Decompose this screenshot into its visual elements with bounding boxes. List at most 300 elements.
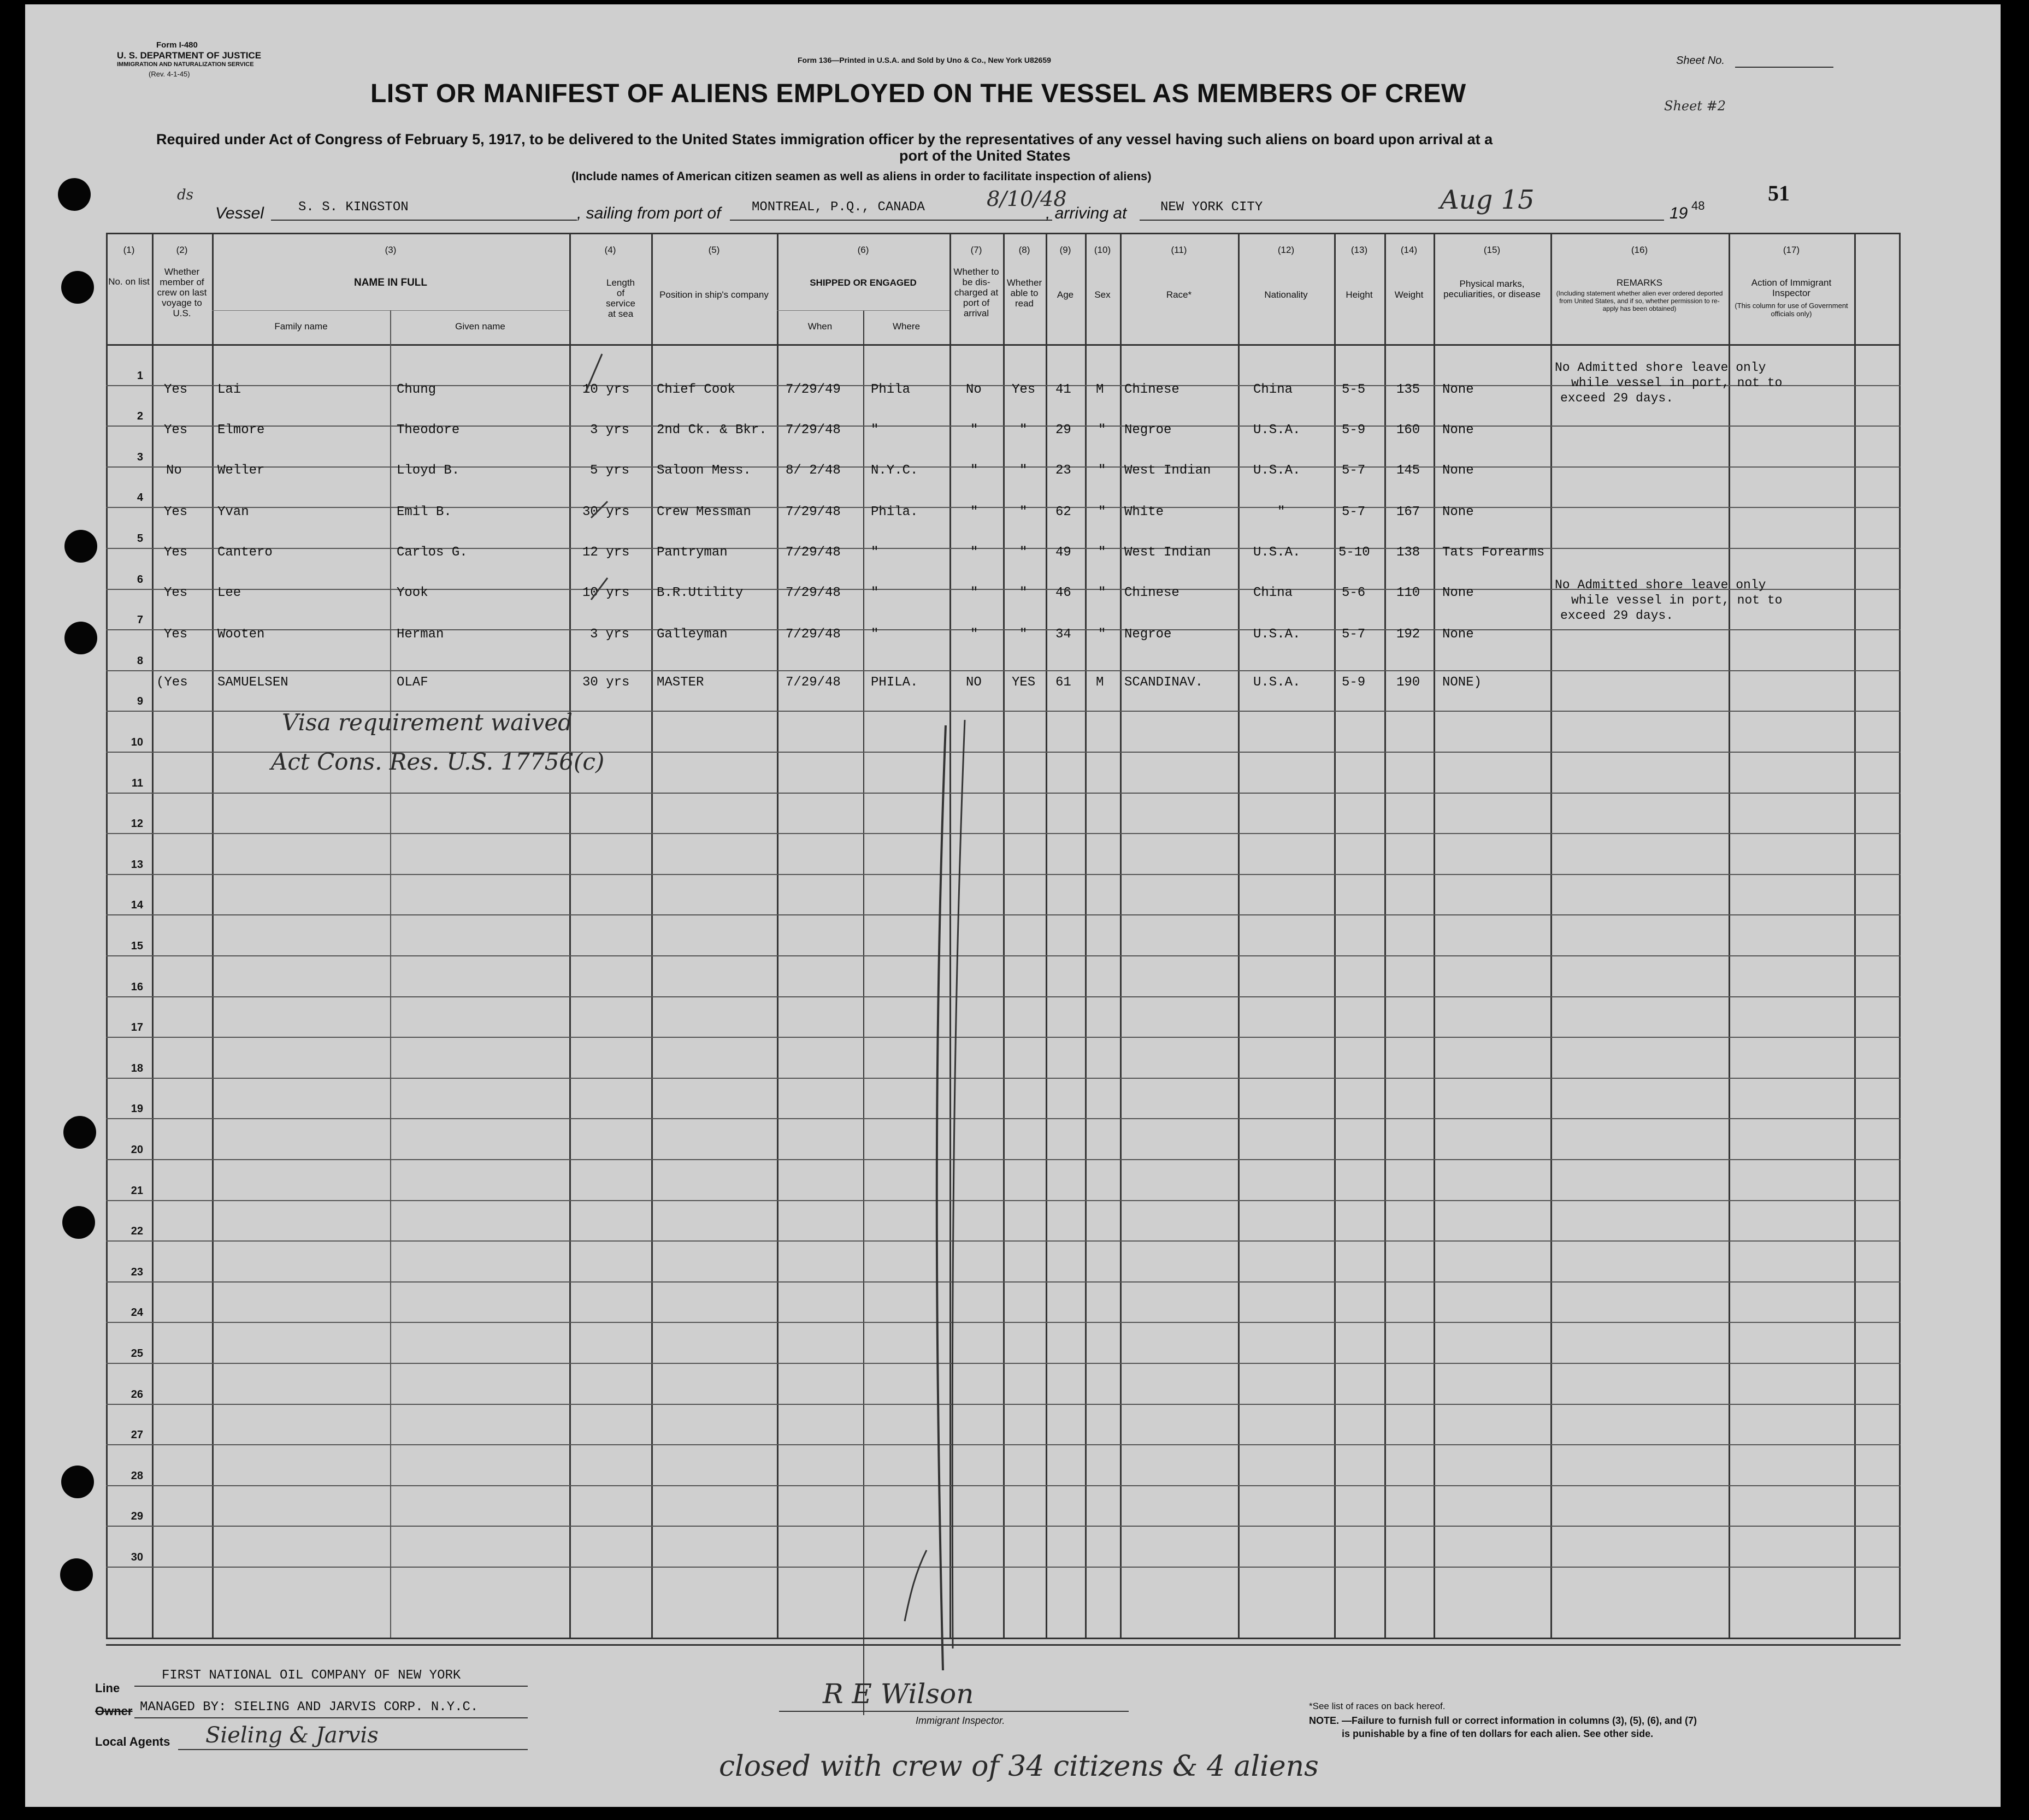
table-cell-shipped-when: 7/29/48 xyxy=(786,627,841,642)
row-number: 14 xyxy=(131,899,143,911)
table-cell-position: 2nd Ck. & Bkr. xyxy=(657,423,767,438)
year-suffix: 48 xyxy=(1691,199,1705,212)
table-cell-weight: 192 xyxy=(1396,627,1420,642)
table-cell-nationality: " xyxy=(1277,505,1285,519)
agents-label: Local Agents xyxy=(95,1735,170,1748)
column-divider xyxy=(1434,233,1435,1638)
sheet-handwritten: Sheet #2 xyxy=(1664,98,1726,114)
header-last-voyage: Whether member of crew on last voyage to U.S. xyxy=(157,267,207,318)
header-name-in-full: NAME IN FULL xyxy=(353,277,428,288)
header-physical-marks: Physical marks, peculiarities, or disease xyxy=(1443,279,1541,299)
sheet-number-line xyxy=(1735,67,1833,68)
table-cell-sex: " xyxy=(1098,627,1106,642)
punch-hole xyxy=(61,1466,94,1498)
sailing-underline xyxy=(730,220,1052,221)
table-cell-height: 5-9 xyxy=(1342,675,1366,690)
table-row-line xyxy=(106,466,1901,468)
column-number: (17) xyxy=(1783,245,1800,255)
printer-line: Form 136—Printed in U.S.A. and Sold by Uno & Co., New York U82659 xyxy=(798,56,1051,64)
row-number: 10 xyxy=(131,736,143,748)
table-row-line xyxy=(106,1444,1901,1445)
table-cell-height: 5-9 xyxy=(1342,423,1366,438)
table-cell-sex: " xyxy=(1098,463,1106,478)
column-divider xyxy=(1729,233,1730,1638)
row-number: 9 xyxy=(137,695,143,707)
row-number: 28 xyxy=(131,1470,143,1482)
agents-signature: Sieling & Jarvis xyxy=(205,1723,379,1748)
table-row-line xyxy=(106,1281,1901,1283)
table-cell-read: " xyxy=(1019,586,1028,600)
name-subheader-divider xyxy=(390,310,391,1638)
table-cell-read: Yes xyxy=(1012,382,1036,397)
column-number: (14) xyxy=(1400,245,1418,255)
column-divider xyxy=(1046,233,1047,1638)
table-cell-shipped-when: 7/29/48 xyxy=(786,505,841,519)
column-divider xyxy=(212,233,214,1638)
column-number: (9) xyxy=(1059,245,1071,255)
sailing-label: , sailing from port of xyxy=(577,204,721,222)
row-number: 2 xyxy=(137,410,143,422)
arrival-date: Aug 15 xyxy=(1440,185,1535,215)
row-number: 12 xyxy=(131,818,143,830)
table-cell-discharged: " xyxy=(970,463,978,478)
punch-hole xyxy=(58,178,91,211)
table-cell-given-name: Herman xyxy=(397,627,444,642)
column-number: (6) xyxy=(857,245,869,255)
table-row-line xyxy=(106,1567,1901,1568)
row-number: 19 xyxy=(131,1103,143,1115)
table-cell-family-name: Cantero xyxy=(217,545,273,560)
table-cell-discharged: " xyxy=(970,545,978,560)
table-cell-shipped-where: PHILA. xyxy=(871,675,918,690)
shipped-subheader-line xyxy=(777,310,949,311)
table-row-line xyxy=(106,996,1901,997)
header-age: Age xyxy=(1057,289,1074,300)
table-cell-service: 3 yrs xyxy=(590,627,630,642)
column-divider xyxy=(1085,233,1087,1638)
table-cell-age: 41 xyxy=(1055,382,1071,397)
vessel-underline xyxy=(271,220,577,221)
table-cell-marks: None xyxy=(1442,586,1474,600)
agents-underline xyxy=(178,1749,528,1750)
table-cell-weight: 110 xyxy=(1396,586,1420,600)
table-cell-shipped-when: 7/29/48 xyxy=(786,545,841,560)
remarks-stamp-line: exceed 29 days. xyxy=(1560,608,1674,623)
table-row-line xyxy=(106,1159,1901,1160)
table-row-line xyxy=(106,1526,1901,1527)
sheet-number-label: Sheet No. xyxy=(1676,55,1725,67)
table-cell-sex: " xyxy=(1098,423,1106,438)
table-cell-shipped-where: " xyxy=(871,545,879,560)
arriving-underline xyxy=(1140,220,1664,221)
table-cell-weight: 167 xyxy=(1396,505,1420,519)
table-cell-crew: (Yes xyxy=(156,675,188,690)
table-cell-marks: None xyxy=(1442,423,1474,438)
table-cell-family-name: SAMUELSEN xyxy=(217,675,288,690)
table-cell-discharged: NO xyxy=(966,675,982,690)
table-cell-nationality: U.S.A. xyxy=(1253,463,1301,478)
closing-note: closed with crew of 34 citizens & 4 aliens xyxy=(719,1750,1319,1783)
note-text: —Failure to furnish full or correct information in columns (3), (5), (6), and (7) xyxy=(1342,1715,1697,1726)
races-note: *See list of races on back hereof. xyxy=(1309,1701,1446,1711)
table-row-line xyxy=(106,1485,1901,1486)
table-cell-marks: Tats Forearms xyxy=(1442,545,1545,560)
row-number: 21 xyxy=(131,1185,143,1197)
row-number: 13 xyxy=(131,859,143,871)
page-title: LIST OR MANIFEST OF ALIENS EMPLOYED ON THE VESSEL AS MEMBERS OF CREW xyxy=(370,79,1466,108)
row-number: 4 xyxy=(137,492,143,504)
table-cell-family-name: Lee xyxy=(217,586,241,600)
column-divider xyxy=(1003,233,1005,1638)
table-cell-given-name: Emil B. xyxy=(397,505,452,519)
header-weight: Weight xyxy=(1394,289,1424,300)
table-row-line xyxy=(106,833,1901,834)
sailing-date: 8/10/48 xyxy=(987,187,1067,211)
table-cell-age: 23 xyxy=(1055,463,1071,478)
column-number: (16) xyxy=(1631,245,1648,255)
row-number: 11 xyxy=(131,777,143,789)
table-cell-nationality: China xyxy=(1253,586,1293,600)
table-cell-marks: NONE) xyxy=(1442,675,1482,690)
table-row-line xyxy=(106,670,1901,671)
table-cell-service: 3 yrs xyxy=(590,423,630,438)
table-row-line xyxy=(106,793,1901,794)
table-cell-sex: " xyxy=(1098,545,1106,560)
column-divider xyxy=(777,233,778,1638)
column-number: (12) xyxy=(1277,245,1295,255)
row-number: 23 xyxy=(131,1266,143,1278)
column-divider xyxy=(1854,233,1856,1638)
row-number: 5 xyxy=(137,533,143,545)
line-value: FIRST NATIONAL OIL COMPANY OF NEW YORK xyxy=(162,1668,461,1683)
table-row-line xyxy=(106,1322,1901,1323)
table-cell-service: 30 yrs xyxy=(582,675,630,690)
note-label: NOTE. xyxy=(1309,1715,1340,1726)
handwritten-visa-note: Visa requirement waived xyxy=(282,709,573,736)
row-number: 27 xyxy=(131,1429,143,1441)
owner-value: MANAGED BY: SIELING AND JARVIS CORP. N.Y.C. xyxy=(140,1700,479,1715)
column-divider xyxy=(1384,233,1386,1638)
column-number: (2) xyxy=(176,245,188,255)
table-cell-read: " xyxy=(1019,545,1028,560)
table-cell-given-name: Lloyd B. xyxy=(397,463,460,478)
footer-top-border xyxy=(106,1644,1901,1646)
margin-mark: ds xyxy=(177,187,193,203)
punch-hole xyxy=(64,530,97,563)
row-number: 6 xyxy=(137,574,143,586)
column-divider xyxy=(1899,233,1901,1638)
table-cell-discharged: " xyxy=(970,586,978,600)
column-number: (7) xyxy=(970,245,982,255)
table-cell-family-name: Lai xyxy=(217,382,241,397)
row-number: 3 xyxy=(137,451,143,463)
table-cell-read: " xyxy=(1019,423,1028,438)
table-cell-service: 10 yrs xyxy=(582,382,630,397)
header-able-to-read: Whether able to read xyxy=(1006,277,1042,309)
table-cell-service: 12 yrs xyxy=(582,545,630,560)
table-cell-nationality: U.S.A. xyxy=(1253,675,1301,690)
column-number: (3) xyxy=(385,245,397,255)
table-cell-position: Chief Cook xyxy=(657,382,736,397)
table-cell-discharged: " xyxy=(970,423,978,438)
table-cell-crew: Yes xyxy=(164,545,188,560)
header-remarks-note: (Including statement whether alien ever ordered deported from United States, and if so, whether permission to re-apply has been obtained) xyxy=(1556,289,1723,312)
table-cell-weight: 138 xyxy=(1396,545,1420,560)
table-cell-shipped-where: Phila. xyxy=(871,505,918,519)
table-cell-service: 5 yrs xyxy=(590,463,630,478)
table-cell-given-name: Carlos G. xyxy=(397,545,468,560)
row-number: 16 xyxy=(131,981,143,993)
table-cell-race: West Indian xyxy=(1124,545,1211,560)
note-text: is punishable by a fine of ten dollars for each alien. See other side. xyxy=(1342,1728,1654,1739)
owner-label: Owner xyxy=(95,1704,133,1718)
header-inspector-action: Action of Immigrant Inspector xyxy=(1751,277,1832,298)
table-cell-weight: 145 xyxy=(1396,463,1420,478)
column-number: (13) xyxy=(1350,245,1368,255)
table-cell-crew: Yes xyxy=(164,586,188,600)
row-number: 15 xyxy=(131,940,143,952)
table-row-line xyxy=(106,1363,1901,1364)
table-cell-race: Chinese xyxy=(1124,586,1179,600)
header-inspector-note: (This column for use of Government officials only) xyxy=(1735,302,1848,318)
table-row-line xyxy=(106,507,1901,508)
department-name: U. S. DEPARTMENT OF JUSTICE xyxy=(117,50,262,61)
column-divider xyxy=(1120,233,1122,1638)
table-cell-discharged: " xyxy=(970,627,978,642)
remarks-stamp-line: No Admitted shore leave only xyxy=(1555,361,1766,375)
table-cell-crew: No xyxy=(166,463,182,478)
handwritten-check-marks xyxy=(569,348,640,654)
page-number: 51 xyxy=(1768,181,1790,205)
table-cell-shipped-where: " xyxy=(871,627,879,642)
row-number: 25 xyxy=(131,1348,143,1360)
header-length-of-service: Length of service at sea xyxy=(606,277,635,319)
table-cell-race: SCANDINAV. xyxy=(1124,675,1204,690)
inspector-signature: R E Wilson xyxy=(823,1678,974,1710)
table-cell-race: Chinese xyxy=(1124,382,1179,397)
vessel-label: Vessel xyxy=(215,204,264,222)
table-cell-crew: Yes xyxy=(164,423,188,438)
table-cell-position: Galleyman xyxy=(657,627,728,642)
form-number: Form I-480 xyxy=(156,40,198,50)
arrival-port: NEW YORK CITY xyxy=(1160,200,1263,215)
table-cell-sex: " xyxy=(1098,505,1106,519)
header-no-on-list: No. on list xyxy=(108,276,150,287)
inspector-signature-line xyxy=(779,1711,1129,1712)
header-nationality: Nationality xyxy=(1264,289,1308,300)
handwritten-visa-note: Act Cons. Res. U.S. 17756(c) xyxy=(271,748,605,775)
table-cell-family-name: Yvan xyxy=(217,505,249,519)
remarks-stamp-line: No Admitted shore leave only xyxy=(1555,578,1766,592)
table-cell-shipped-where: N.Y.C. xyxy=(871,463,918,478)
table-cell-height: 5-7 xyxy=(1342,463,1366,478)
table-cell-read: YES xyxy=(1012,675,1036,690)
table-cell-race: West Indian xyxy=(1124,463,1211,478)
row-number: 20 xyxy=(131,1144,143,1156)
table-cell-given-name: Theodore xyxy=(397,423,460,438)
row-number: 18 xyxy=(131,1062,143,1074)
column-divider xyxy=(1334,233,1336,1638)
header-sex: Sex xyxy=(1094,289,1111,300)
column-number: (1) xyxy=(123,245,135,255)
header-race: Race* xyxy=(1166,289,1192,300)
column-divider xyxy=(1550,233,1552,1638)
table-cell-position: Crew Messman xyxy=(657,505,751,519)
subtitle-line-3: (Include names of American citizen seamen as well as aliens in order to facilitate inspection of aliens) xyxy=(571,169,1152,183)
header-position: Position in ship's company xyxy=(659,289,769,300)
punch-hole xyxy=(61,271,94,304)
table-row-line xyxy=(106,914,1901,915)
row-number: 8 xyxy=(137,655,143,667)
table-cell-given-name: Yook xyxy=(397,586,428,600)
table-cell-sex: M xyxy=(1096,675,1104,690)
table-cell-sex: M xyxy=(1096,382,1104,397)
table-cell-age: 62 xyxy=(1055,505,1071,519)
column-divider xyxy=(1238,233,1240,1638)
table-cell-crew: Yes xyxy=(164,505,188,519)
table-cell-crew: Yes xyxy=(164,382,188,397)
table-cell-race: Negroe xyxy=(1124,423,1172,438)
subtitle-line-1: Required under Act of Congress of February 5, 1917, to be delivered to the United States immigration officer by the representatives of any vessel having such aliens on board upon arrival at a xyxy=(156,131,1493,147)
arriving-label: , arriving at xyxy=(1046,204,1127,222)
table-row-line xyxy=(106,548,1901,549)
service-name: IMMIGRATION AND NATURALIZATION SERVICE xyxy=(117,61,254,68)
table-cell-discharged: " xyxy=(970,505,978,519)
table-cell-nationality: U.S.A. xyxy=(1253,627,1301,642)
sailing-port: MONTREAL, P.Q., CANADA xyxy=(752,200,925,215)
row-number: 30 xyxy=(131,1551,143,1563)
column-divider xyxy=(651,233,653,1638)
table-cell-read: " xyxy=(1019,627,1028,642)
header-shipped-engaged: SHIPPED OR ENGAGED xyxy=(810,277,917,288)
row-number: 24 xyxy=(131,1307,143,1319)
row-number: 7 xyxy=(137,614,143,626)
table-cell-height: 5-6 xyxy=(1342,586,1366,600)
row-number: 22 xyxy=(131,1225,143,1237)
table-cell-height: 5-5 xyxy=(1342,382,1366,397)
owner-underline xyxy=(134,1717,528,1718)
header-shipped-when: When xyxy=(807,321,833,332)
inspector-label: Immigrant Inspector. xyxy=(916,1715,1005,1726)
table-cell-sex: " xyxy=(1098,586,1106,600)
manifest-sheet xyxy=(25,4,2001,1807)
table-cell-shipped-where: Phila xyxy=(871,382,911,397)
remarks-stamp-line: while vessel in port, not to xyxy=(1571,593,1783,607)
remarks-stamp-line: while vessel in port, not to xyxy=(1571,376,1783,390)
subtitle-line-2: port of the United States xyxy=(899,147,1071,164)
table-cell-shipped-where: " xyxy=(871,423,879,438)
table-row-line xyxy=(106,629,1901,630)
year-prefix: 19 xyxy=(1670,204,1688,222)
line-label: Line xyxy=(95,1681,120,1695)
table-cell-read: " xyxy=(1019,505,1028,519)
table-cell-shipped-when: 7/29/48 xyxy=(786,675,841,690)
table-row-line xyxy=(106,426,1901,427)
table-cell-nationality: U.S.A. xyxy=(1253,423,1301,438)
remarks-stamp-line: exceed 29 days. xyxy=(1560,391,1674,405)
table-cell-age: 61 xyxy=(1055,675,1071,690)
table-cell-family-name: Elmore xyxy=(217,423,265,438)
column-number: (11) xyxy=(1171,245,1187,255)
column-number: (4) xyxy=(604,245,616,255)
table-row-line xyxy=(106,1118,1901,1119)
table-cell-shipped-when: 8/ 2/48 xyxy=(786,463,841,478)
column-number: (10) xyxy=(1094,245,1111,255)
table-cell-nationality: China xyxy=(1253,382,1293,397)
table-bottom-border xyxy=(106,1638,1901,1639)
column-number: (8) xyxy=(1018,245,1030,255)
table-cell-position: MASTER xyxy=(657,675,704,690)
table-cell-service: 30 yrs xyxy=(582,505,630,519)
table-cell-service: 10 yrs xyxy=(582,586,630,600)
table-cell-age: 29 xyxy=(1055,423,1071,438)
line-underline xyxy=(134,1686,528,1687)
handwritten-vertical-strokes xyxy=(894,720,987,1681)
table-cell-marks: None xyxy=(1442,463,1474,478)
table-cell-marks: None xyxy=(1442,382,1474,397)
table-row-line xyxy=(106,1240,1901,1242)
table-cell-family-name: Wooten xyxy=(217,627,265,642)
header-discharged: Whether to be dis-charged at port of arrival xyxy=(953,267,999,318)
header-height: Height xyxy=(1346,289,1373,300)
table-cell-given-name: Chung xyxy=(397,382,437,397)
table-row-line xyxy=(106,1404,1901,1405)
table-cell-position: Saloon Mess. xyxy=(657,463,751,478)
column-divider xyxy=(152,233,154,1638)
punch-hole xyxy=(62,1206,95,1239)
table-cell-discharged: No xyxy=(966,382,982,397)
table-cell-crew: Yes xyxy=(164,627,188,642)
table-cell-weight: 190 xyxy=(1396,675,1420,690)
table-cell-shipped-when: 7/29/48 xyxy=(786,586,841,600)
header-given-name: Given name xyxy=(455,321,505,332)
table-cell-marks: None xyxy=(1442,627,1474,642)
column-divider xyxy=(106,233,108,1638)
table-cell-height: 5-7 xyxy=(1342,505,1366,519)
table-cell-shipped-when: 7/29/48 xyxy=(786,423,841,438)
row-number: 26 xyxy=(131,1388,143,1401)
table-cell-shipped-when: 7/29/49 xyxy=(786,382,841,397)
table-row-line xyxy=(106,1037,1901,1038)
table-cell-height: 5-10 xyxy=(1338,545,1370,560)
table-row-line xyxy=(106,955,1901,956)
table-cell-read: " xyxy=(1019,463,1028,478)
table-cell-age: 46 xyxy=(1055,586,1071,600)
punch-hole xyxy=(64,622,97,654)
row-number: 1 xyxy=(137,370,143,382)
table-row-line xyxy=(106,1200,1901,1201)
table-cell-marks: None xyxy=(1442,505,1474,519)
table-cell-family-name: Weller xyxy=(217,463,265,478)
table-row-line xyxy=(106,874,1901,875)
header-family-name: Family name xyxy=(274,321,328,332)
table-cell-nationality: U.S.A. xyxy=(1253,545,1301,560)
punch-hole xyxy=(63,1116,96,1149)
row-number: 29 xyxy=(131,1510,143,1522)
header-remarks: REMARKS xyxy=(1616,277,1663,288)
table-cell-shipped-where: " xyxy=(871,586,879,600)
column-divider xyxy=(863,310,864,1715)
table-cell-age: 34 xyxy=(1055,627,1071,642)
table-cell-race: Negroe xyxy=(1124,627,1172,642)
row-number: 17 xyxy=(131,1021,143,1033)
table-row-line xyxy=(106,1078,1901,1079)
table-cell-position: B.R.Utility xyxy=(657,586,744,600)
header-shipped-where: Where xyxy=(892,321,921,332)
table-cell-position: Pantryman xyxy=(657,545,728,560)
table-cell-race: White xyxy=(1124,505,1164,519)
table-cell-height: 5-7 xyxy=(1342,627,1366,642)
